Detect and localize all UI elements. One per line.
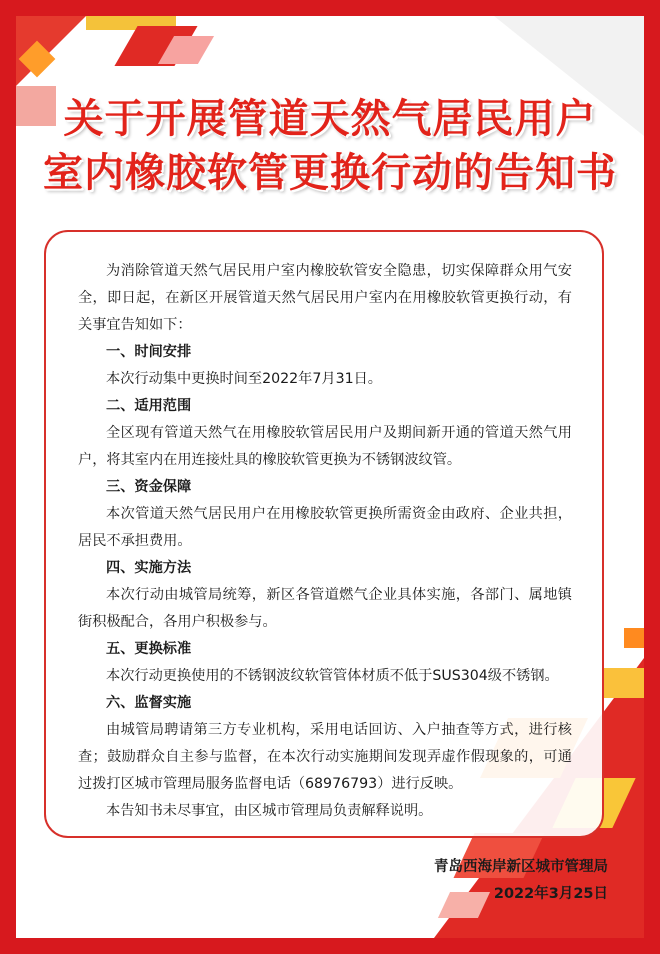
decor-square (604, 668, 644, 698)
section-body: 本次管道天然气居民用户在用橡胶软管更换所需资金由政府、企业共担，居民不承担费用。 (78, 506, 572, 549)
title-line-2: 室内橡胶软管更换行动的告知书 (43, 150, 617, 196)
notice-card (44, 230, 604, 838)
section-heading: 五、更换标准 (106, 641, 192, 657)
section-heading: 六、监督实施 (106, 695, 192, 711)
signature-date: 2022年3月25日 (493, 886, 608, 902)
section-body: 全区现有管道天然气在用橡胶软管居民用户及期间新开通的管道天然气用户，将其室内在用连接灶具的橡胶软管更换为不锈钢波纹管。 (78, 425, 572, 468)
section-body: 由城管局聘请第三方专业机构，采用电话回访、入户抽查等方式，进行核查；鼓励群众自主参与监督，在本次行动实施期间发现弄虚作假现象的，可通过拨打区城市管理局服务监督电话（68976793）进行反映。 (78, 722, 572, 792)
signature-block (434, 854, 608, 908)
page-title (16, 92, 644, 200)
section-heading: 三、资金保障 (106, 479, 192, 495)
notice-poster (16, 16, 644, 938)
section-body: 本次行动集中更换时间至2022年7月31日。 (106, 371, 382, 387)
section-body: 本次行动更换使用的不锈钢波纹软管管体材质不低于SUS304级不锈钢。 (106, 668, 559, 684)
notice-body (78, 258, 572, 825)
signature-org: 青岛西海岸新区城市管理局 (434, 859, 608, 875)
section-heading: 一、时间安排 (106, 344, 192, 360)
closing-paragraph: 本告知书未尽事宜，由区城市管理局负责解释说明。 (106, 803, 433, 819)
title-line-1: 关于开展管道天然气居民用户 (63, 96, 597, 142)
section-body: 本次行动由城管局统筹，新区各管道燃气企业具体实施，各部门、属地镇街积极配合，各用户积极参与。 (78, 587, 572, 630)
section-heading: 二、适用范围 (106, 398, 192, 414)
section-heading: 四、实施方法 (106, 560, 192, 576)
intro-paragraph: 为消除管道天然气居民用户室内橡胶软管安全隐患，切实保障群众用气安全，即日起，在新区开展管道天然气居民用户室内在用橡胶软管更换行动，有关事宜告知如下： (78, 263, 572, 333)
decor-square (624, 628, 644, 648)
